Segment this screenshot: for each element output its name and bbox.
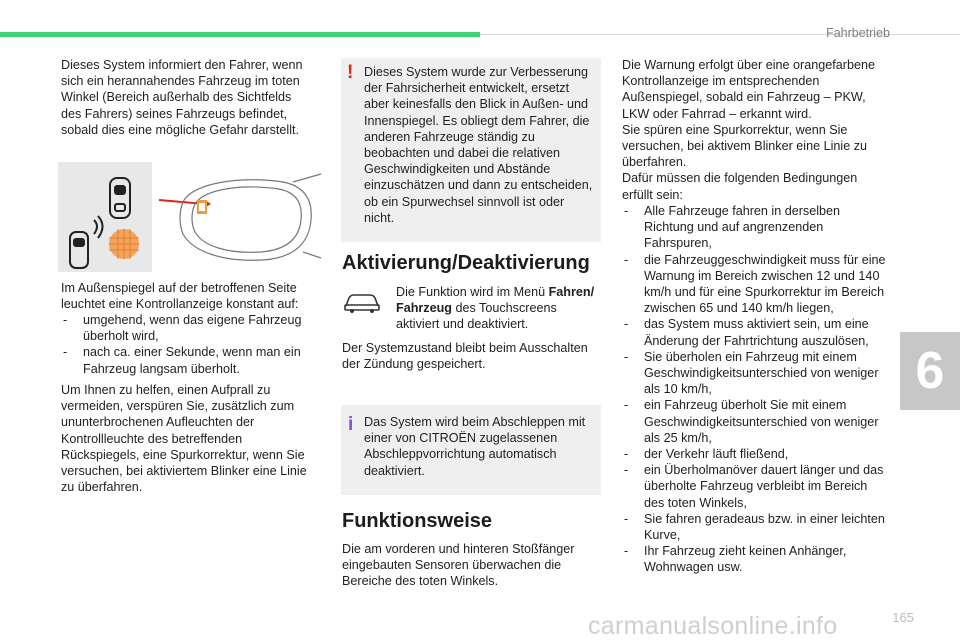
- sensors-text: Die am vorderen und hinteren Stoßfänger eingebauten Sensoren überwachen die Bereiche des toten Winkels.: [342, 542, 575, 589]
- mirror-list: [61, 312, 317, 377]
- list-item: - die Fahrzeuggeschwindigkeit muss für eine Warnung im Bereich zwischen 12 und 140 km/h und für eine Spurkorrektur im Bereich zwischen 65 und 140 km/h liegen,: [622, 252, 888, 317]
- section-title: Fahrbetrieb: [826, 26, 890, 40]
- list-item: - Sie fahren geradeaus bzw. in einer leichten Kurve,: [622, 511, 888, 543]
- heading-activation: Aktivierung/Deaktivierung: [342, 252, 590, 274]
- list-item: - Sie überholen ein Fahrzeug mit einem Geschwindigkeitsunterschied von weniger als 10 km/h,: [622, 349, 888, 398]
- menu-path: Fahren/ Fahrzeug: [396, 285, 595, 316]
- mirror-illustration: [153, 162, 323, 272]
- list-item: - nach ca. einer Sekunde, wenn man ein Fahrzeug langsam überholt.: [61, 344, 317, 376]
- warning-text: Dieses System wurde zur Verbesserung der Fahrsicherheit entwickelt, ersetzt aber keinesfalls den Blick in Außen- und Innenspiegel. Es obliegt dem Fahrer, die anderen Fahrzeuge ständig zu beobachten und dabei die relativen Geschwindigkeiten und Abstände einzuschätzen und dann zu entscheiden, ob ein Spurwechsel sinnvoll ist oder nicht.: [364, 65, 593, 225]
- list-item: - der Verkehr läuft fließend,: [622, 446, 888, 462]
- mirror-intro: Im Außenspiegel auf der betroffenen Seite leuchtet eine Kontrollanzeige konstant auf:: [61, 281, 299, 312]
- touchscreen-car-icon: [342, 288, 382, 314]
- col3-intro: Die Warnung erfolgt über eine orangefarbene Kontrollanzeige im entsprechenden Außenspiegel, sobald ein Fahrzeug – PKW, LKW oder Fahrrad – erkannt wird. Sie spüren eine Spurkorrektur, wenn Sie versuchen, bei aktivem Blinker eine Linie zu überfahren. Dafür müssen die folgenden Bedingungen erfüllt sein:: [622, 58, 875, 202]
- list-item: - ein Überholmanöver dauert länger und das überholte Fahrzeug verbleibt im Bereich des toten Winkels,: [622, 462, 888, 511]
- list-item: - Ihr Fahrzeug zieht keinen Anhänger, Wohnwagen usw.: [622, 543, 888, 575]
- heading-function: Funktionsweise: [342, 510, 493, 532]
- col1-help: Um Ihnen zu helfen, einen Aufprall zu vermeiden, verspüren Sie, zusätzlich zum ununterbrochenen Aufleuchten der Kontrollleuchte des betreffenden Rückspiegels, eine Spurkorrektur, wenn Sie versuchen, bei aktiviertem Blinker eine Linie zu überfahren.: [61, 383, 307, 495]
- page-number: 165: [892, 610, 914, 625]
- header-accent-bar: [0, 32, 480, 37]
- list-item: - ein Fahrzeug überholt Sie mit einem Geschwindigkeitsunterschied von weniger als 25 km/h,: [622, 397, 888, 446]
- list-item: - das System muss aktiviert sein, um eine Änderung der Fahrtrichtung auszulösen,: [622, 316, 888, 348]
- car-sensor-illustration: [58, 162, 152, 272]
- info-text: Das System wird beim Abschleppen mit einer von CITROËN zugelassenen Abschleppvorrichtung automatisch deaktiviert.: [364, 415, 586, 478]
- col1-intro: Dieses System informiert den Fahrer, wenn sich ein herannahendes Fahrzeug im toten Winkel (Bereich außerhalb des Sichtfelds des Fahrers) seines Fahrzeugs befindet, sobald dies eine mögliche Gefahr darstellt.: [61, 58, 303, 137]
- chapter-number: 6: [915, 342, 945, 400]
- list-item: - umgehend, wenn das eigene Fahrzeug überholt wird,: [61, 312, 317, 344]
- conditions-list: [622, 203, 888, 576]
- info-icon: i: [348, 414, 354, 435]
- watermark: carmanualsonline.info: [588, 612, 838, 640]
- list-item: - Alle Fahrzeuge fahren in derselben Richtung und auf angrenzenden Fahrspuren,: [622, 203, 888, 252]
- activation-text: Die Funktion wird im Menü Fahren/ Fahrzeug des Touchscreens aktiviert und deaktiviert.: [396, 285, 595, 332]
- warning-icon: !: [347, 62, 354, 83]
- state-text: Der Systemzustand bleibt beim Ausschalten der Zündung gespeichert.: [342, 341, 588, 372]
